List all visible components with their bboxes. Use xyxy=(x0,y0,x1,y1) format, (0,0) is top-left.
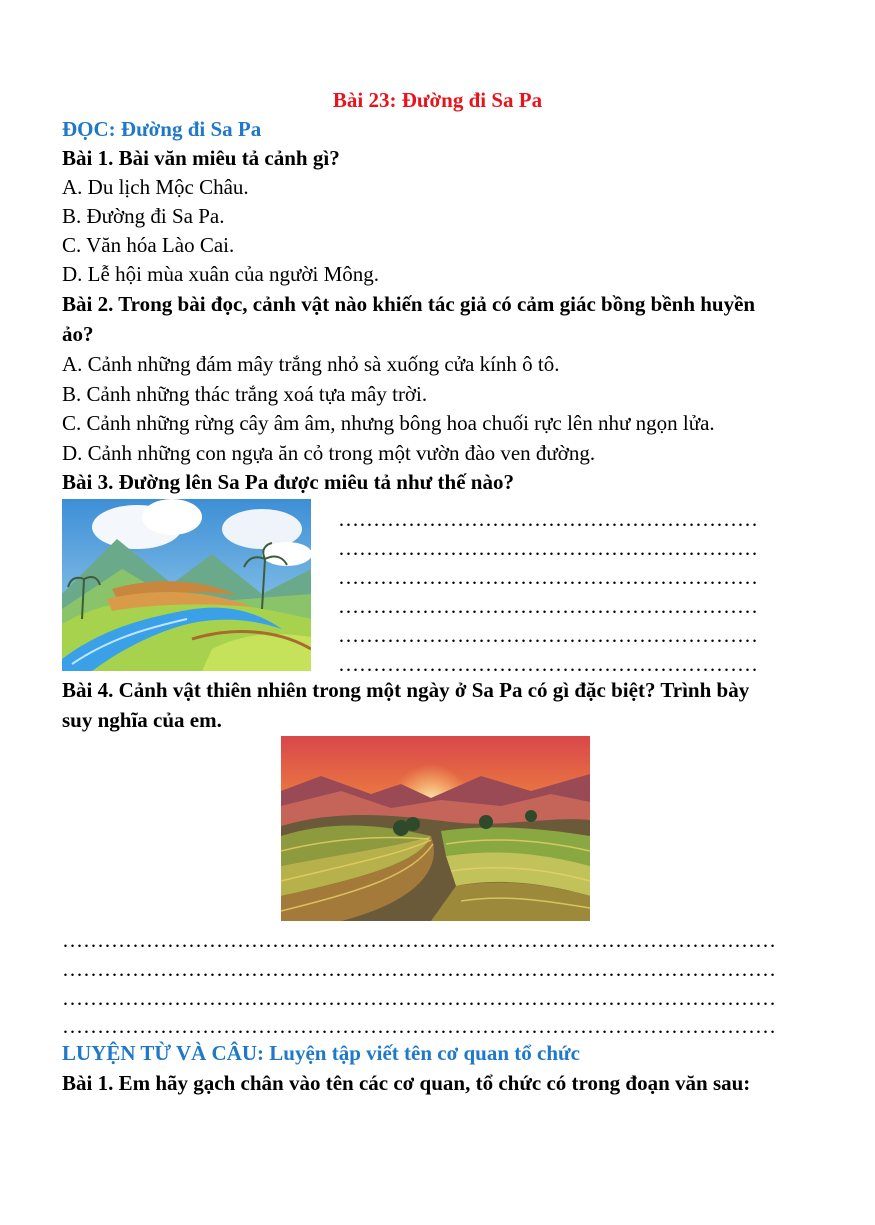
option-2c: C. Cảnh những rừng cây âm âm, nhưng bông hoa chuối rực lên như ngọn lửa. xyxy=(62,411,715,435)
question-3: Bài 3. Đường lên Sa Pa được miêu tả như thế nào? xyxy=(62,470,514,494)
section-heading-read: ĐỌC: Đường đi Sa Pa xyxy=(62,117,262,141)
option-1d: D. Lễ hội mùa xuân của người Mông. xyxy=(62,262,380,286)
terrace-sunset-image xyxy=(281,736,590,921)
section-heading-ltvc: LUYỆN TỪ VÀ CÂU: Luyện tập viết tên cơ quan tổ chức xyxy=(62,1041,580,1065)
answer-line-4-2[interactable]: ………………………………………………………………………………………… xyxy=(62,957,776,981)
ltvc-question-1: Bài 1. Em hãy gạch chân vào tên các cơ quan, tổ chức có trong đoạn văn sau: xyxy=(62,1071,751,1095)
answer-line-4-4[interactable]: ………………………………………………………………………………………… xyxy=(62,1014,776,1038)
answer-line-3-5[interactable]: …………………………………………………… xyxy=(338,623,758,647)
answer-line-3-2[interactable]: …………………………………………………… xyxy=(338,536,758,560)
answer-line-3-6[interactable]: …………………………………………………… xyxy=(338,652,758,676)
answer-line-4-3[interactable]: ………………………………………………………………………………………… xyxy=(62,986,776,1010)
answer-line-4-1[interactable]: ………………………………………………………………………………………… xyxy=(62,928,776,952)
question-4: Bài 4. Cảnh vật thiên nhiên trong một ngày ở Sa Pa có gì đặc biệt? Trình bày xyxy=(62,678,750,702)
lesson-title: Bài 23: Đường đi Sa Pa xyxy=(332,88,543,112)
question-2: Bài 2. Trong bài đọc, cảnh vật nào khiến tác giả có cảm giác bồng bềnh huyền xyxy=(62,292,756,316)
option-2a: A. Cảnh những đám mây trắng nhỏ sà xuống cửa kính ô tô. xyxy=(62,352,560,376)
answer-line-3-4[interactable]: …………………………………………………… xyxy=(338,594,758,618)
river-landscape-image xyxy=(62,499,311,671)
option-1c: C. Văn hóa Lào Cai. xyxy=(62,233,235,257)
option-2d: D. Cảnh những con ngựa ăn cỏ trong một vườn đào ven đường. xyxy=(62,441,596,465)
option-2b: B. Cảnh những thác trắng xoá tựa mây trời. xyxy=(62,382,428,406)
option-1a: A. Du lịch Mộc Châu. xyxy=(62,175,249,199)
answer-line-3-1[interactable]: …………………………………………………… xyxy=(338,507,758,531)
question-1: Bài 1. Bài văn miêu tả cảnh gì? xyxy=(62,146,340,170)
question-2-cont: ảo? xyxy=(62,322,94,346)
option-1b: B. Đường đi Sa Pa. xyxy=(62,204,225,228)
answer-line-3-3[interactable]: …………………………………………………… xyxy=(338,565,758,589)
question-4-cont: suy nghĩa của em. xyxy=(62,708,222,732)
